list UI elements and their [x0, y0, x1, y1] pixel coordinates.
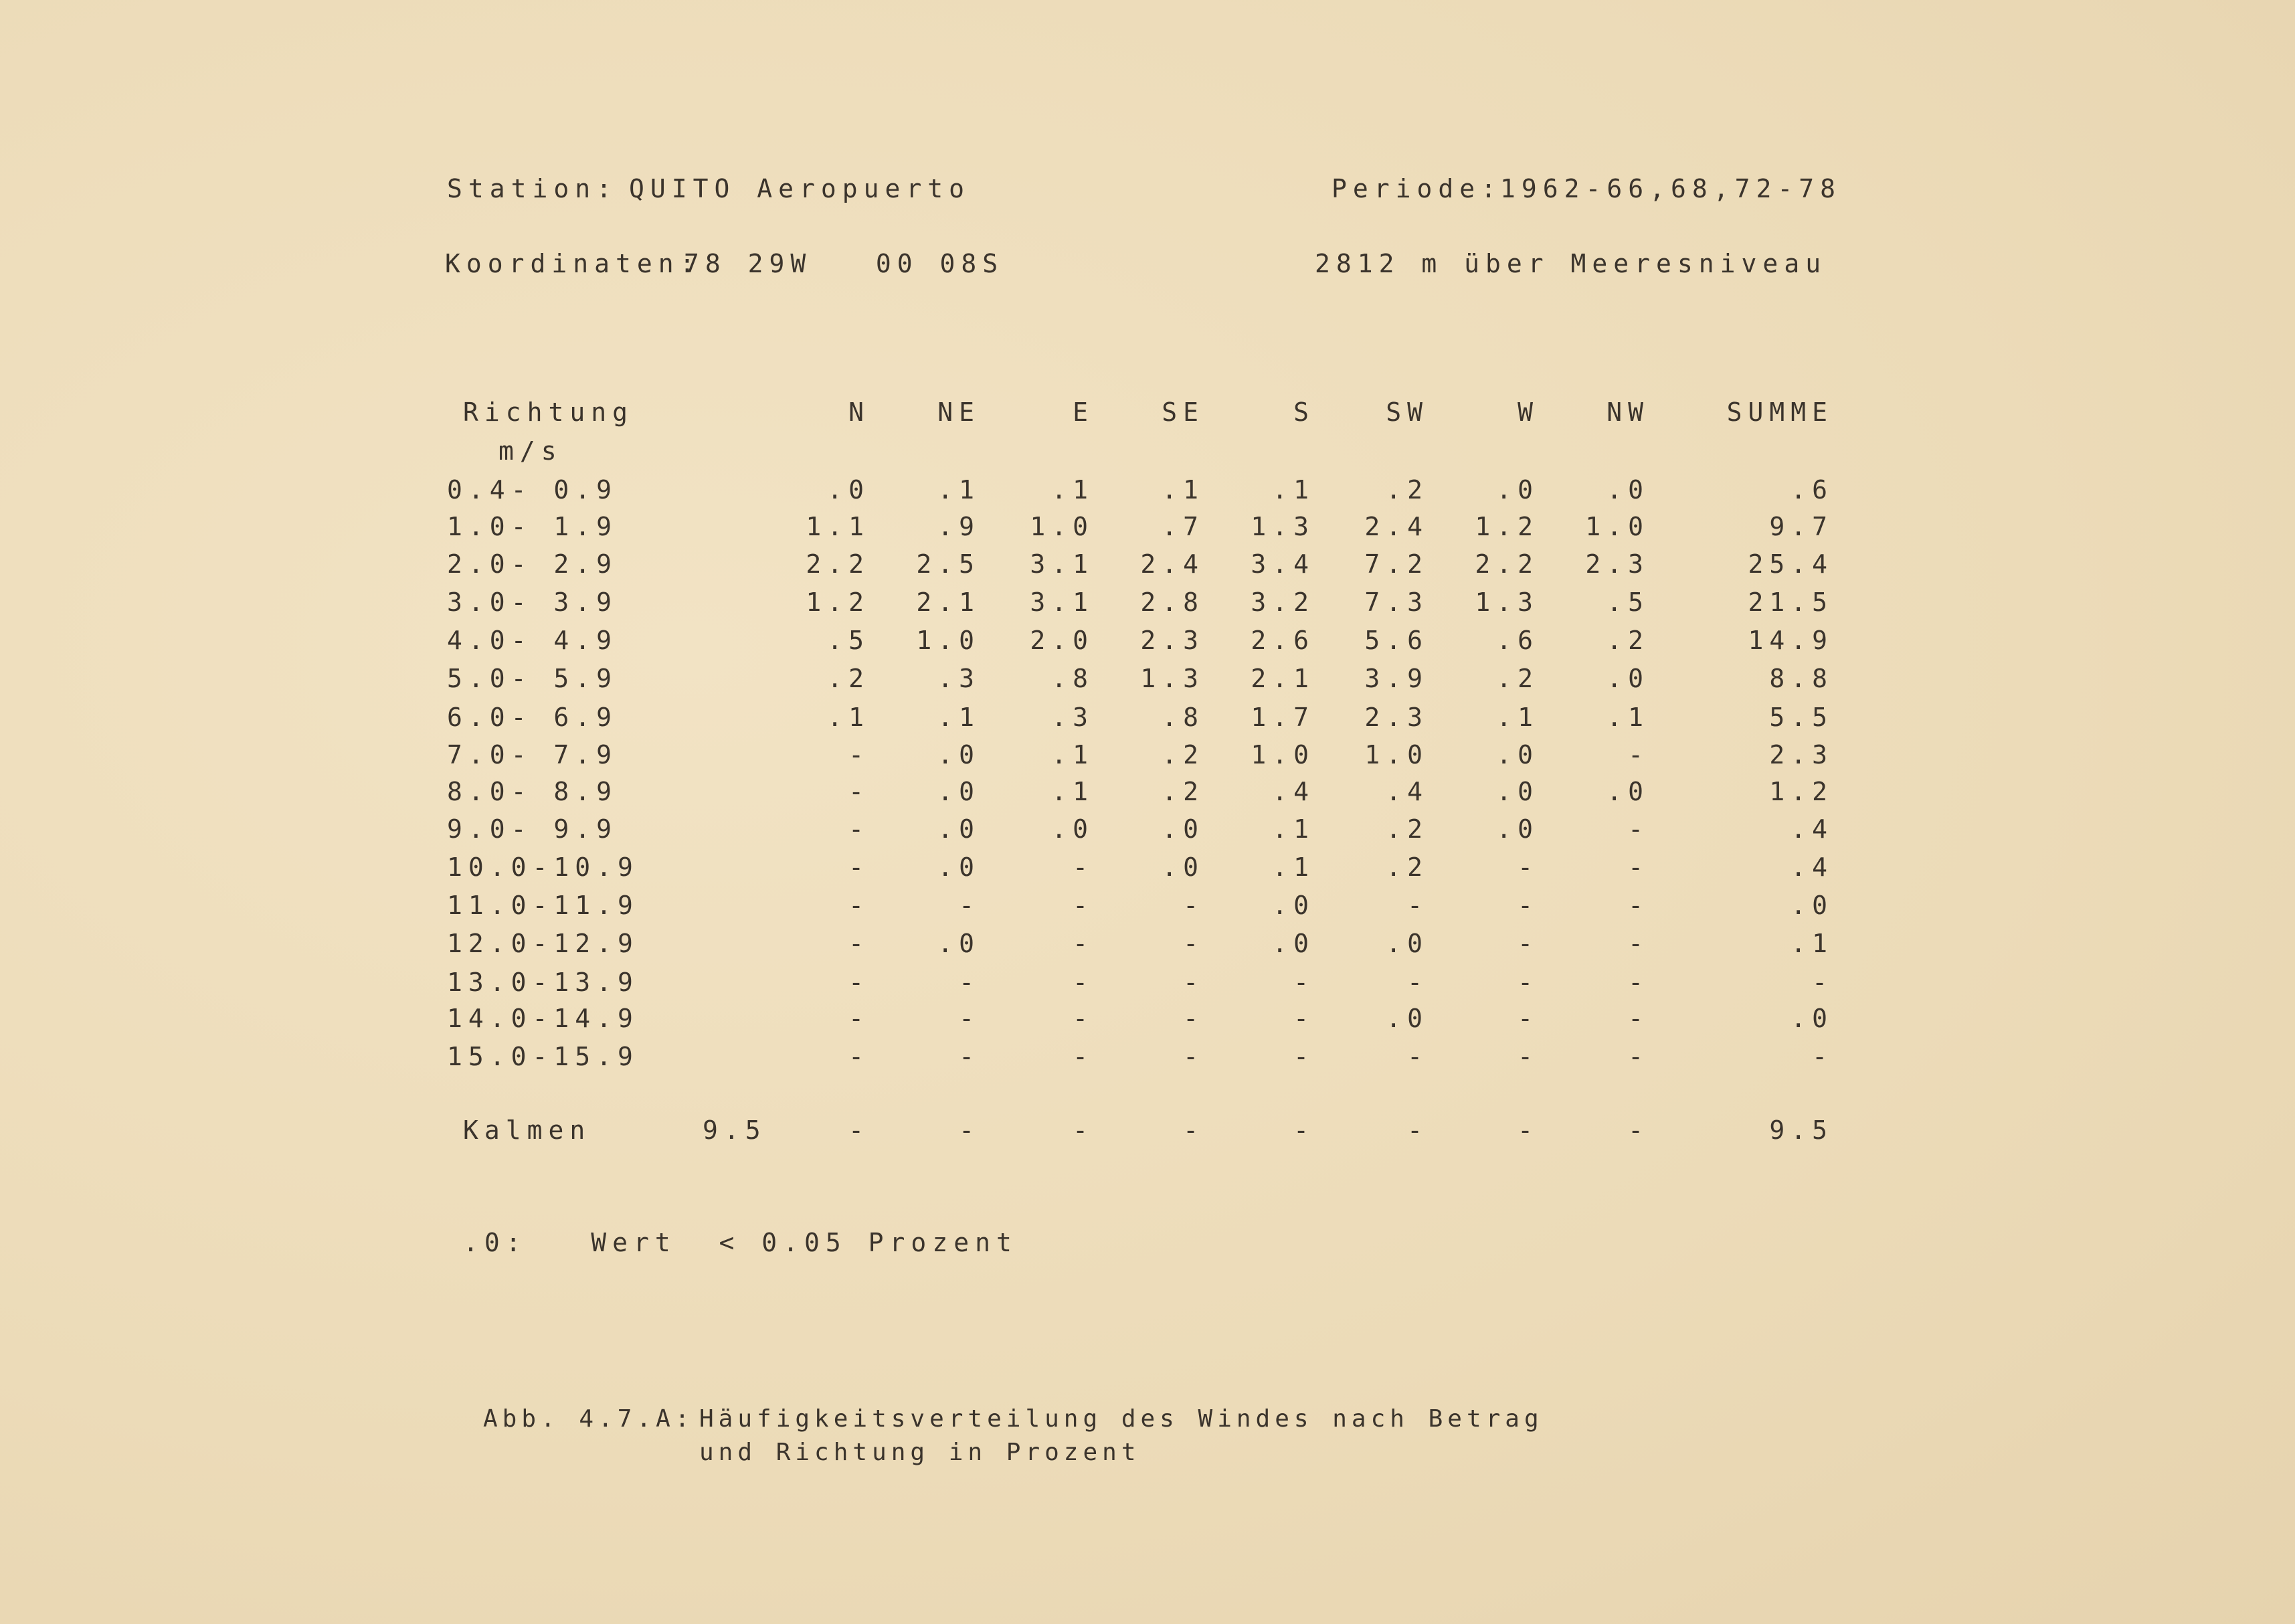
- table-cell: -: [1293, 1042, 1315, 1071]
- table-cell: -: [1073, 852, 1094, 882]
- table-cell: .1: [1272, 814, 1315, 844]
- table-cell: .0: [937, 929, 980, 958]
- table-cell: -: [959, 1004, 980, 1033]
- table-cell: 2.8: [1140, 588, 1204, 617]
- row-label: 14.0-14.9: [447, 1004, 639, 1033]
- table-cell: 1.2: [1475, 512, 1539, 541]
- table-cell: .0: [1386, 929, 1429, 958]
- table-cell: 1.1: [806, 512, 870, 541]
- column-header-sw: SW: [1386, 397, 1429, 427]
- periode-label: Periode:: [1332, 174, 1503, 203]
- table-cell: .2: [1496, 664, 1539, 693]
- table-cell: -: [1628, 891, 1649, 920]
- table-cell: -: [1628, 968, 1649, 997]
- table-cell: -: [1073, 1004, 1094, 1033]
- elevation-text: 2812 m über Meeresniveau: [1315, 249, 1827, 278]
- column-header-w: W: [1518, 397, 1539, 427]
- table-cell: 2.1: [1251, 664, 1315, 693]
- kalmen-cell: -: [1073, 1115, 1094, 1145]
- table-cell: .5: [827, 626, 870, 655]
- table-cell: .4: [1791, 852, 1833, 882]
- table-cell: -: [1812, 1042, 1833, 1071]
- table-cell: -: [1518, 852, 1539, 882]
- table-cell: 2.0: [1030, 626, 1094, 655]
- table-cell: .0: [1496, 740, 1539, 770]
- table-cell: .0: [1162, 814, 1204, 844]
- table-cell: -: [848, 891, 870, 920]
- column-header-n: N: [848, 397, 870, 427]
- kalmen-cell: 9.5: [1769, 1115, 1833, 1145]
- table-cell: .0: [1606, 475, 1649, 505]
- column-header-s: S: [1293, 397, 1315, 427]
- table-cell: .0: [1606, 664, 1649, 693]
- table-cell: -: [1407, 891, 1429, 920]
- table-cell: .4: [1791, 814, 1833, 844]
- table-cell: -: [1407, 1042, 1429, 1071]
- table-cell: -: [1073, 929, 1094, 958]
- kalmen-value: 9.5: [703, 1115, 767, 1145]
- row-label: 9.0- 9.9: [447, 814, 618, 844]
- column-header-nw: NW: [1606, 397, 1649, 427]
- table-cell: 14.9: [1748, 626, 1833, 655]
- table-cell: 3.2: [1251, 588, 1315, 617]
- table-cell: .0: [827, 475, 870, 505]
- table-cell: -: [1183, 891, 1204, 920]
- table-cell: .0: [937, 740, 980, 770]
- caption-label: Abb. 4.7.A:: [483, 1405, 695, 1433]
- column-header-summe: SUMME: [1726, 397, 1833, 427]
- table-cell: 2.3: [1364, 703, 1429, 732]
- table-cell: -: [1518, 891, 1539, 920]
- koordinaten-value: 78 29W 00 08S: [684, 249, 1004, 278]
- table-cell: .0: [1496, 814, 1539, 844]
- table-cell: 2.4: [1364, 512, 1429, 541]
- table-cell: -: [848, 814, 870, 844]
- table-cell: .1: [1051, 777, 1094, 806]
- kalmen-label: Kalmen: [463, 1115, 591, 1145]
- table-cell: .0: [1051, 814, 1094, 844]
- table-cell: .0: [1272, 929, 1315, 958]
- table-cell: 2.6: [1251, 626, 1315, 655]
- table-cell: .2: [1162, 740, 1204, 770]
- table-cell: .1: [1051, 740, 1094, 770]
- koordinaten-label: Koordinaten:: [445, 249, 701, 278]
- table-cell: 5.5: [1769, 703, 1833, 732]
- table-cell: 3.1: [1030, 588, 1094, 617]
- table-cell: -: [848, 968, 870, 997]
- table-cell: 2.3: [1140, 626, 1204, 655]
- row-label: 0.4- 0.9: [447, 475, 618, 505]
- table-cell: .1: [827, 703, 870, 732]
- table-cell: -: [1628, 1004, 1649, 1033]
- table-cell: -: [1628, 740, 1649, 770]
- table-cell: .3: [937, 664, 980, 693]
- table-cell: 25.4: [1748, 549, 1833, 579]
- table-cell: -: [1073, 891, 1094, 920]
- table-cell: .1: [1496, 703, 1539, 732]
- table-cell: .5: [1606, 588, 1649, 617]
- station-label: Station:: [447, 174, 618, 203]
- table-cell: 1.3: [1475, 588, 1539, 617]
- row-label: 13.0-13.9: [447, 968, 639, 997]
- table-cell: -: [1073, 968, 1094, 997]
- row-label: 11.0-11.9: [447, 891, 639, 920]
- kalmen-cell: -: [848, 1115, 870, 1145]
- table-cell: -: [1628, 852, 1649, 882]
- table-cell: -: [1628, 929, 1649, 958]
- table-cell: -: [848, 777, 870, 806]
- table-cell: -: [848, 929, 870, 958]
- table-cell: 1.7: [1251, 703, 1315, 732]
- table-cell: 1.0: [1585, 512, 1649, 541]
- row-label: 12.0-12.9: [447, 929, 639, 958]
- table-cell: -: [959, 1042, 980, 1071]
- table-cell: -: [959, 891, 980, 920]
- table-cell: 2.3: [1769, 740, 1833, 770]
- table-cell: -: [1518, 1004, 1539, 1033]
- kalmen-cell: -: [1407, 1115, 1429, 1145]
- table-cell: .0: [1386, 1004, 1429, 1033]
- table-cell: -: [1183, 929, 1204, 958]
- table-cell: .1: [937, 475, 980, 505]
- table-cell: .1: [1162, 475, 1204, 505]
- table-cell: .4: [1386, 777, 1429, 806]
- table-cell: 1.0: [1030, 512, 1094, 541]
- table-cell: .0: [1791, 891, 1833, 920]
- table-cell: -: [1628, 814, 1649, 844]
- row-label: 3.0- 3.9: [447, 588, 618, 617]
- table-cell: -: [1518, 929, 1539, 958]
- table-cell: -: [1518, 968, 1539, 997]
- table-cell: .2: [1386, 814, 1429, 844]
- richtung-label: Richtung: [463, 397, 634, 427]
- row-label: 8.0- 8.9: [447, 777, 618, 806]
- caption-line-1: Häufigkeitsverteilung des Windes nach Betrag: [699, 1405, 1544, 1433]
- row-label: 2.0- 2.9: [447, 549, 618, 579]
- table-cell: .2: [827, 664, 870, 693]
- station-value: QUITO Aeropuerto: [629, 174, 971, 203]
- table-cell: 1.2: [806, 588, 870, 617]
- table-cell: -: [848, 1042, 870, 1071]
- table-cell: .1: [937, 703, 980, 732]
- row-label: 7.0- 7.9: [447, 740, 618, 770]
- footnote: .0: Wert < 0.05 Prozent: [463, 1228, 1018, 1257]
- table-cell: -: [1183, 968, 1204, 997]
- table-cell: -: [848, 852, 870, 882]
- table-cell: 2.3: [1585, 549, 1649, 579]
- table-cell: -: [1293, 1004, 1315, 1033]
- table-cell: -: [1183, 1004, 1204, 1033]
- table-cell: .2: [1162, 777, 1204, 806]
- table-cell: .7: [1162, 512, 1204, 541]
- table-cell: -: [1293, 968, 1315, 997]
- unit-label: m/s: [498, 436, 563, 466]
- table-cell: 2.5: [916, 549, 980, 579]
- column-header-se: SE: [1162, 397, 1204, 427]
- kalmen-cell: -: [1518, 1115, 1539, 1145]
- table-cell: -: [1407, 968, 1429, 997]
- table-cell: 3.9: [1364, 664, 1429, 693]
- kalmen-cell: -: [1293, 1115, 1315, 1145]
- table-cell: 1.0: [1364, 740, 1429, 770]
- table-cell: -: [1628, 1042, 1649, 1071]
- kalmen-cell: -: [1628, 1115, 1649, 1145]
- row-label: 4.0- 4.9: [447, 626, 618, 655]
- table-cell: 5.6: [1364, 626, 1429, 655]
- table-cell: .0: [937, 852, 980, 882]
- table-cell: .0: [1791, 1004, 1833, 1033]
- row-label: 6.0- 6.9: [447, 703, 618, 732]
- table-cell: .1: [1272, 475, 1315, 505]
- table-cell: 1.3: [1140, 664, 1204, 693]
- row-label: 15.0-15.9: [447, 1042, 639, 1071]
- table-cell: .0: [1162, 852, 1204, 882]
- table-cell: .8: [1051, 664, 1094, 693]
- table-cell: 2.2: [806, 549, 870, 579]
- row-label: 10.0-10.9: [447, 852, 639, 882]
- row-label: 5.0- 5.9: [447, 664, 618, 693]
- table-cell: -: [1518, 1042, 1539, 1071]
- table-cell: -: [959, 968, 980, 997]
- table-cell: .0: [1496, 475, 1539, 505]
- table-cell: -: [1812, 968, 1833, 997]
- table-cell: 7.2: [1364, 549, 1429, 579]
- table-cell: 7.3: [1364, 588, 1429, 617]
- table-cell: 3.4: [1251, 549, 1315, 579]
- table-cell: 9.7: [1769, 512, 1833, 541]
- table-cell: 21.5: [1748, 588, 1833, 617]
- table-cell: -: [1073, 1042, 1094, 1071]
- table-cell: .6: [1496, 626, 1539, 655]
- caption-line-2: und Richtung in Prozent: [699, 1439, 1141, 1466]
- table-cell: .0: [1496, 777, 1539, 806]
- table-cell: 2.4: [1140, 549, 1204, 579]
- table-cell: .0: [937, 814, 980, 844]
- table-cell: .9: [937, 512, 980, 541]
- table-cell: .0: [1272, 891, 1315, 920]
- table-cell: .3: [1051, 703, 1094, 732]
- table-cell: .0: [1606, 777, 1649, 806]
- table-cell: .1: [1051, 475, 1094, 505]
- table-cell: 2.1: [916, 588, 980, 617]
- table-cell: .2: [1606, 626, 1649, 655]
- table-cell: .1: [1272, 852, 1315, 882]
- table-cell: -: [848, 740, 870, 770]
- row-label: 1.0- 1.9: [447, 512, 618, 541]
- column-header-e: E: [1073, 397, 1094, 427]
- table-cell: .1: [1606, 703, 1649, 732]
- table-cell: 1.3: [1251, 512, 1315, 541]
- table-cell: .4: [1272, 777, 1315, 806]
- table-cell: 8.8: [1769, 664, 1833, 693]
- table-cell: 3.1: [1030, 549, 1094, 579]
- table-cell: .1: [1791, 929, 1833, 958]
- table-cell: .6: [1791, 475, 1833, 505]
- table-cell: 1.2: [1769, 777, 1833, 806]
- table-cell: -: [848, 1004, 870, 1033]
- kalmen-cell: -: [1183, 1115, 1204, 1145]
- table-cell: 1.0: [916, 626, 980, 655]
- table-cell: -: [1183, 1042, 1204, 1071]
- table-cell: 1.0: [1251, 740, 1315, 770]
- table-cell: 2.2: [1475, 549, 1539, 579]
- table-cell: .8: [1162, 703, 1204, 732]
- column-header-ne: NE: [937, 397, 980, 427]
- table-cell: .0: [937, 777, 980, 806]
- periode-value: 1962-66,68,72-78: [1500, 174, 1842, 203]
- table-cell: .2: [1386, 475, 1429, 505]
- table-cell: .2: [1386, 852, 1429, 882]
- kalmen-cell: -: [959, 1115, 980, 1145]
